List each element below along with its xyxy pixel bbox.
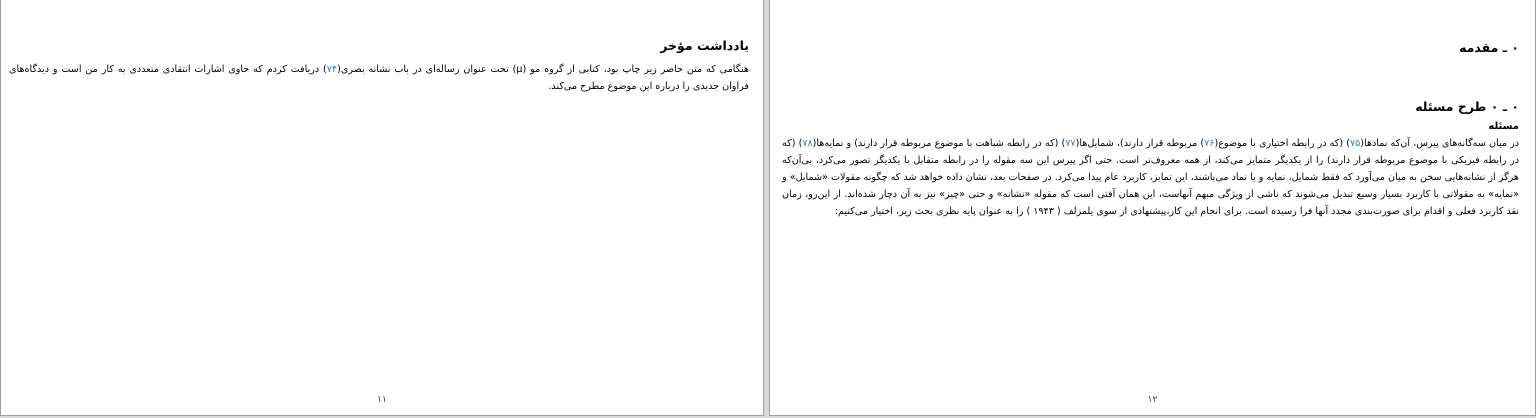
paragraph-text: ) (که در رابطه فیزیکی با موضوع مربوطه قرار دارند) را از یکدیگر متمایز می‌کند، از همه معروف‌تر است. حتی اگر پیرس این سه مقوله را در رابطه متقابل با یکدیگر تصور می‌کرد، بی‌آن‌که هرگز از نشانه‌هایی سخن به میان می‌آورد که فقط شمایل، نمایه و یا نماد می‌باشند، این تمایز، کاربرد عام پیدا می‌کرد. در صفحات بعد، نشان داده خواهد شد که چگونه مقولات «شمایل» و «نمایه» به مقولاتی با کاربرد بسیار وسیع تبدیل می‌شوند که ناشی از ویژگی مبهم آنهاست، این همان آفتی است که مقوله «نشانه» و حتی «چیز» نیز به آن دچار شده‌اند. از این‌رو، زمان نقد کاربرد فعلی و اقدام برای صورت‌بندی مجدد آنها فرا رسیده است. برای انجام این کار،پیشنهادی از سوی یلمزلف ( ۱۹۴۳ ) را به عنوان پایه نظری بحث زیر، اختیار می‌کنیم: — [782, 138, 1519, 217]
paragraph-text: هنگامی که متن حاضر زیر چاپ بود، کتابی از گروه مو (µ) تحت عنوان رساله‌ای در باب نشانه بصری( — [337, 64, 749, 75]
page-title: یادداشت مؤخر — [660, 38, 749, 53]
page-number: ۱۱ — [377, 395, 387, 405]
page-right — [769, 0, 1536, 416]
footnote-reference[interactable]: ۷۶ — [1204, 138, 1215, 149]
page-left — [0, 0, 764, 416]
page-number: ۱۲ — [1147, 395, 1158, 405]
section-heading: ۰ ـ ۰ طرح مسئله — [1415, 99, 1519, 114]
footnote-reference[interactable]: ۷۴ — [326, 64, 338, 75]
paragraph-text: در میان سه‌گانه‌های پیرس، آن‌که نمادها( — [1360, 138, 1520, 149]
paragraph-text: ) (که در رابطه شباهت با موضوع مربوطه قرار دارند) و نمایه‌ها( — [812, 138, 1066, 149]
footnote-reference[interactable]: ۷۸ — [802, 138, 813, 149]
subheading: مسئله — [1488, 121, 1519, 132]
footnote-reference[interactable]: ۷۷ — [1065, 138, 1076, 149]
footnote-reference[interactable]: ۷۵ — [1349, 138, 1361, 149]
chapter-heading: ۰ ـ مقدمه — [1459, 40, 1519, 55]
paragraph-text: ) مربوطه قرار دارند)، شمایل‌ها( — [1075, 138, 1205, 149]
paragraph-text: ) (که در رابطه اختیاری با موضوع( — [1214, 138, 1350, 149]
body-paragraph — [9, 61, 749, 95]
body-paragraph — [782, 135, 1519, 220]
paragraph-text: ) دریافت کردم که حاوی اشارات انتقادی متعددی به کار من است و دیدگاه‌های فراوان جدیدی را درباره این موضوع مطرح می‌کند. — [9, 64, 749, 92]
